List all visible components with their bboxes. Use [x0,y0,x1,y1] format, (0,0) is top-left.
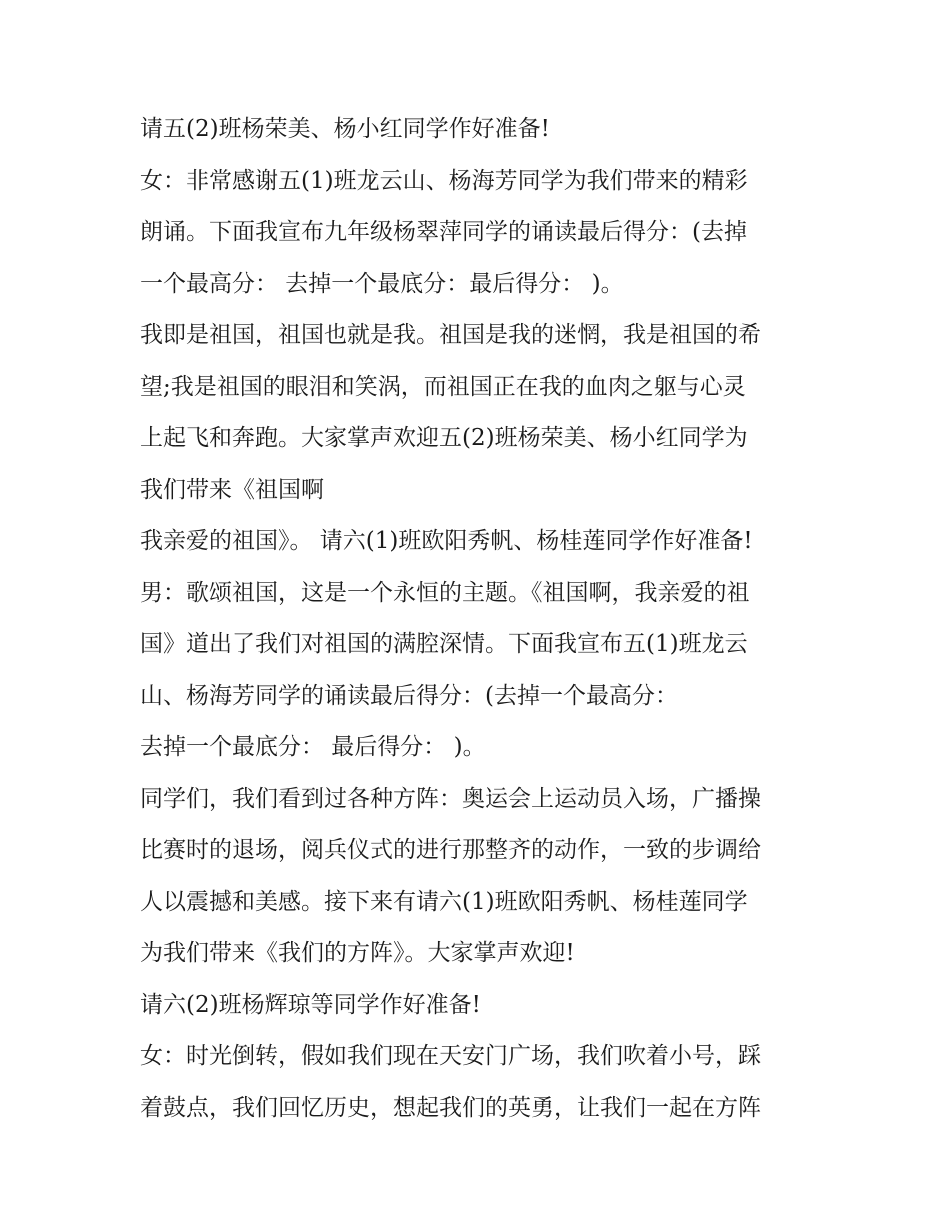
text-line: 朗诵。下面我宣布九年级杨翠萍同学的诵读最后得分：(去掉 [140,219,747,245]
text-line: 男：歌颂祖国，这是一个永恒的主题。《祖国啊，我亲爱的祖 [140,579,750,606]
document-body [140,108,820,1138]
text-line: 请五(2)班杨荣美、杨小红同学作好准备! [140,116,550,142]
text-line: 着鼓点，我们回忆历史，想起我们的英勇，让我们一起在方阵 [140,1094,761,1121]
text-line: 我亲爱的祖国》。 请六(1)班欧阳秀帆、杨桂莲同学作好准备! [140,528,753,554]
text-line: 山、杨海芳同学的诵读最后得分：(去掉一个最高分： [140,682,678,709]
text-line: 去掉一个最底分： 最后得分： )。 [140,734,486,760]
text-line: 一个最高分： 去掉一个最底分：最后得分： )。 [140,270,624,297]
text-line: 比赛时的退场，阅兵仪式的进行那整齐的动作，一致的步调给 [140,837,761,863]
text-line: 女：非常感谢五(1)班龙云山、杨海芳同学为我们带来的精彩 [140,167,748,194]
text-line: 国》道出了我们对祖国的满腔深情。下面我宣布五(1)班龙云 [140,631,748,657]
text-line: 女：时光倒转，假如我们现在天安门广场，我们吹着小号，踩 [140,1043,761,1069]
text-line: 为我们带来《我们的方阵》。大家掌声欢迎! [140,940,575,966]
text-line: 上起飞和奔跑。大家掌声欢迎五(2)班杨荣美、杨小红同学为 [140,425,748,451]
text-line: 我即是祖国，祖国也就是我。祖国是我的迷惘，我是祖国的希 [140,322,761,348]
text-line: 请六(2)班杨辉琼等同学作好准备! [140,991,481,1018]
text-line: 我们带来《祖国啊 [140,476,324,503]
text-line: 同学们，我们看到过各种方阵：奥运会上运动员入场，广播操 [140,785,761,812]
text-line: 望;我是祖国的眼泪和笑涡，而祖国正在我的血肉之躯与心灵 [140,373,746,400]
text-line: 人以震撼和美感。接下来有请六(1)班欧阳秀帆、杨桂莲同学 [140,888,748,915]
